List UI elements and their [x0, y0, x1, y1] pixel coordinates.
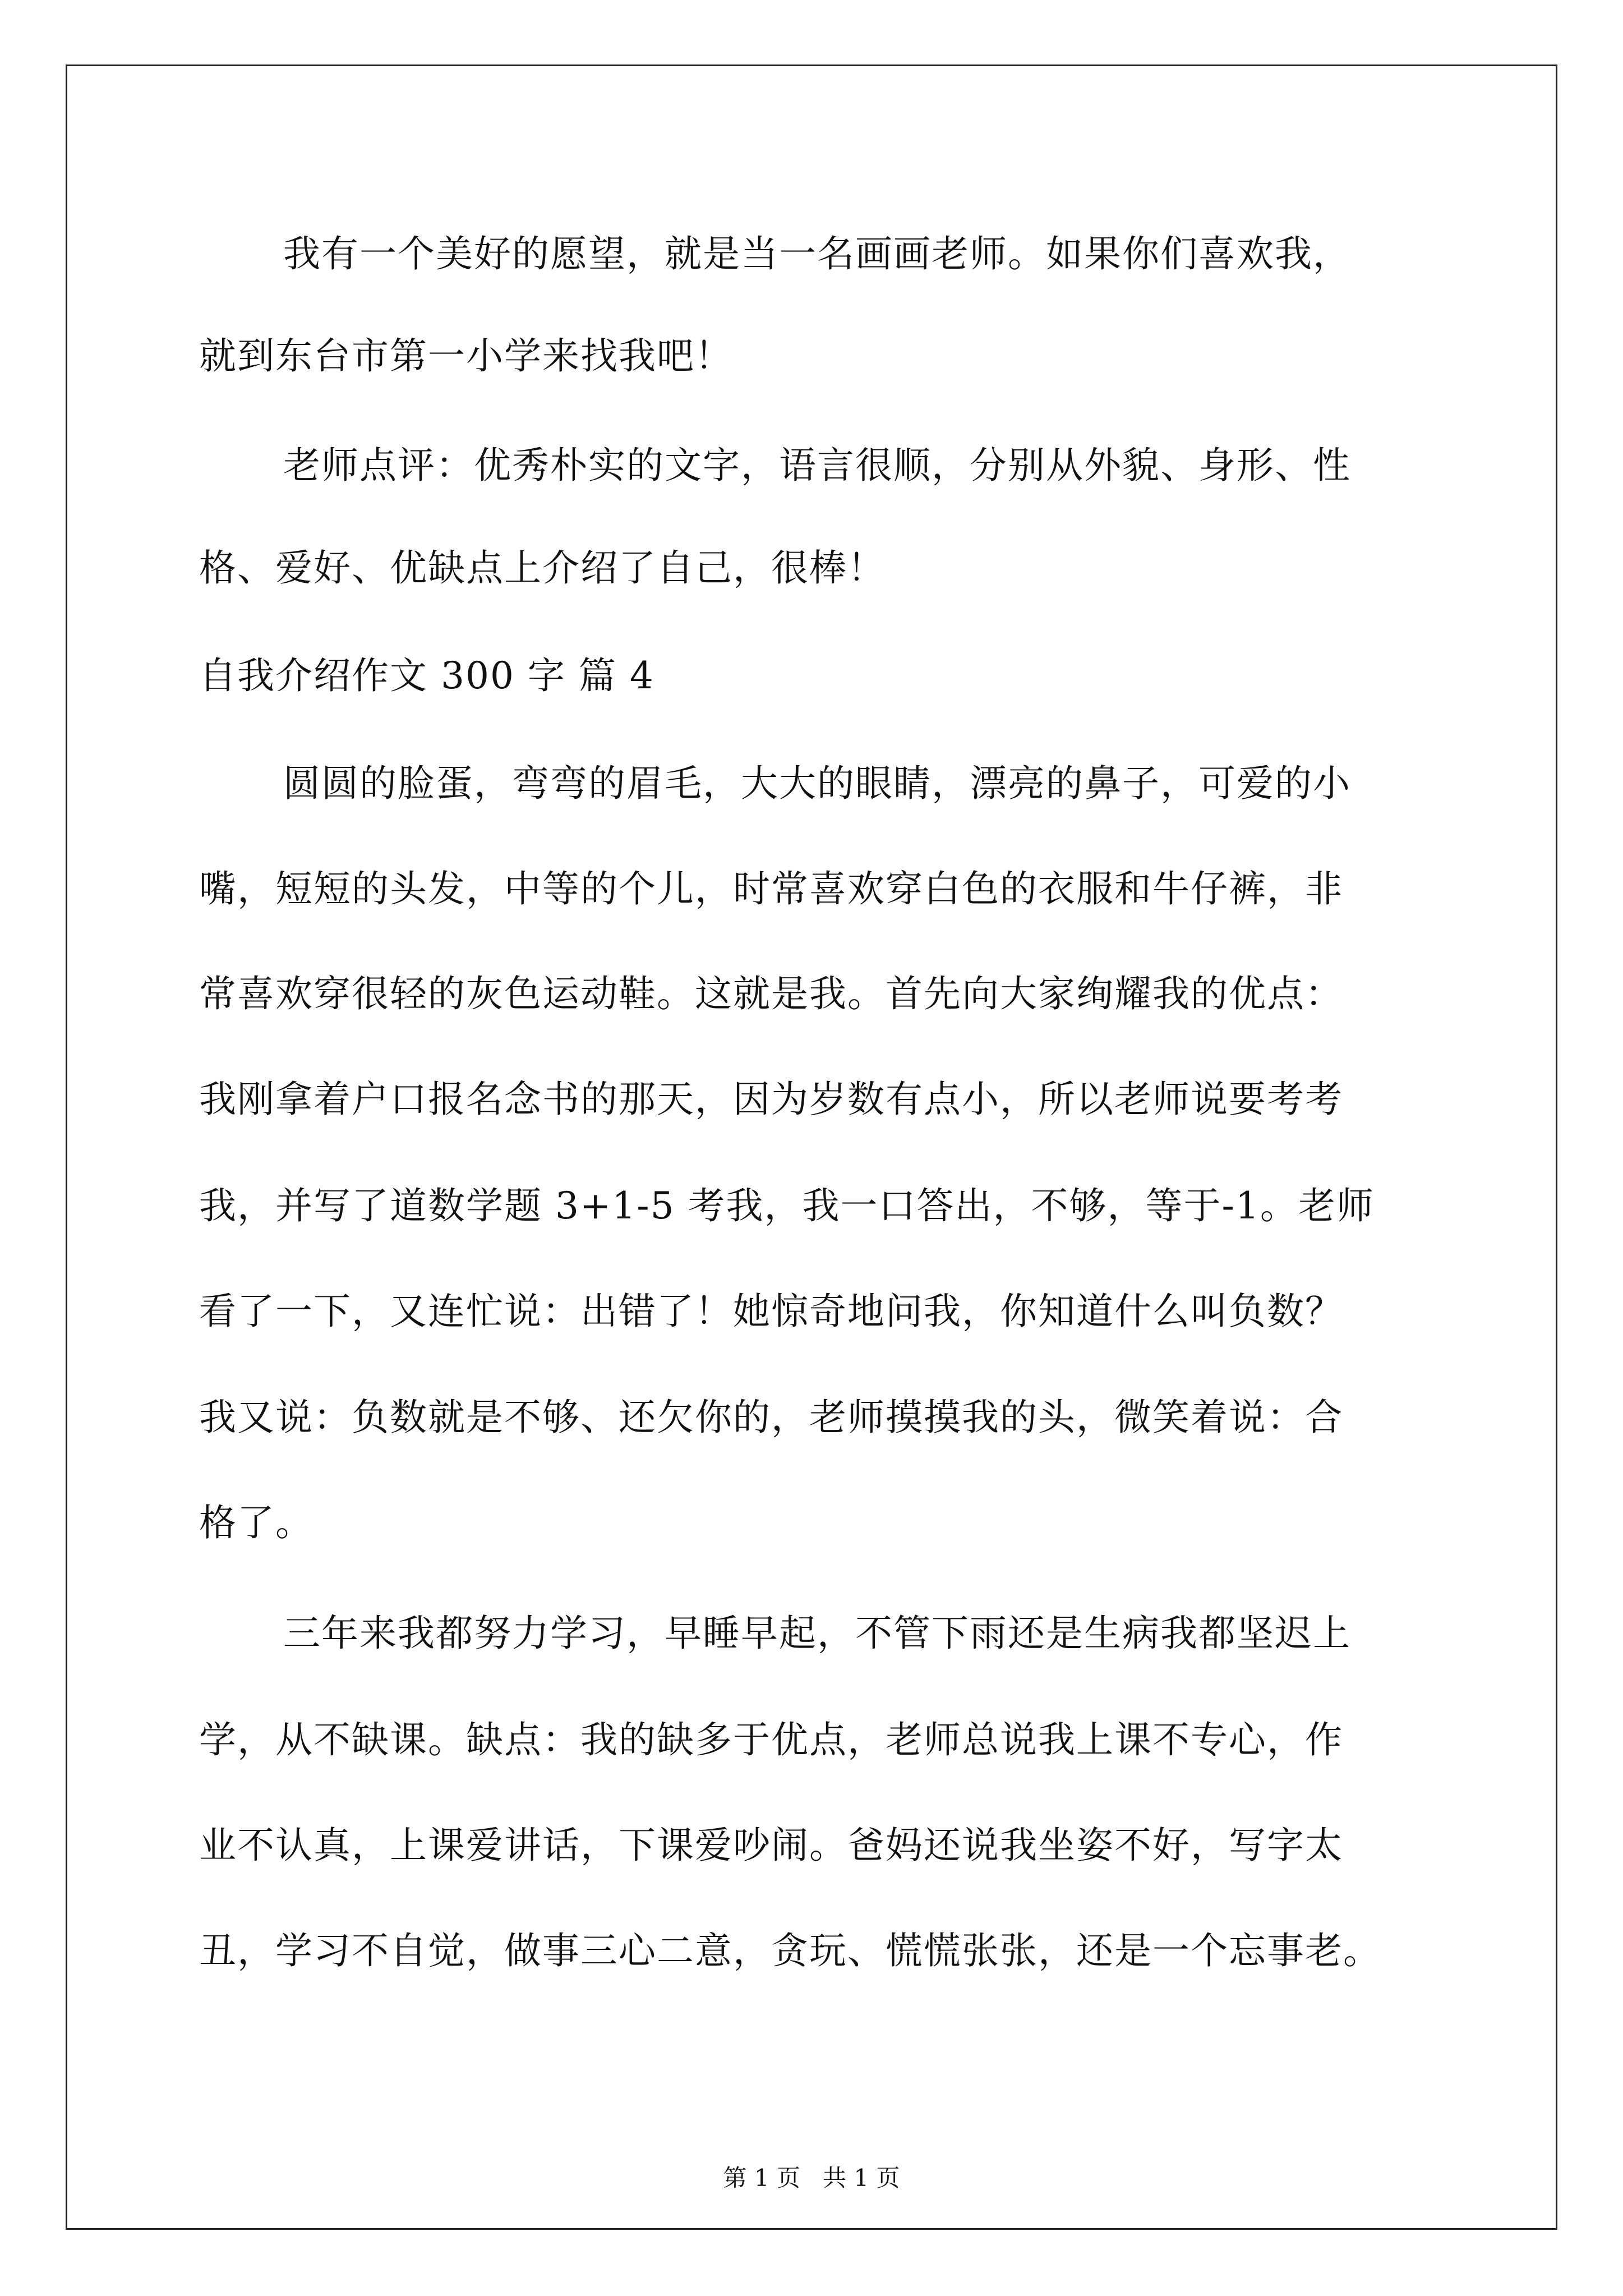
paragraph-line: 看了一下，又连忙说：出错了！她惊奇地问我，你知道什么叫负数？	[199, 1290, 1343, 1333]
paragraph-line: 嘴，短短的头发，中等的个儿，时常喜欢穿白色的衣服和牛仔裤，非	[199, 867, 1343, 910]
paragraph-line: 格、爱好、优缺点上介绍了自己，很棒！	[199, 546, 886, 590]
paragraph-line: 格了。	[199, 1501, 313, 1544]
paragraph-line: 业不认真，上课爱讲话，下课爱吵闹。爸妈还说我坐姿不好，写字太	[199, 1824, 1343, 1867]
paragraph-line: 学，从不缺课。缺点：我的缺多于优点，老师总说我上课不专心，作	[199, 1718, 1343, 1761]
page-border	[66, 65, 1557, 2230]
paragraph-line: 丑，学习不自觉，做事三心二意，贪玩、慌慌张张，还是一个忘事老。	[199, 1929, 1381, 1972]
paragraph-line: 三年来我都努力学习，早睡早起，不管下雨还是生病我都坚迟上	[283, 1612, 1351, 1655]
paragraph-line: 我，并写了道数学题 3+1-5 考我，我一口答出，不够，等于-1。老师	[199, 1184, 1375, 1227]
paragraph-line: 我刚拿着户口报名念书的那天，因为岁数有点小，所以老师说要考考	[199, 1078, 1343, 1121]
paragraph-line: 常喜欢穿很轻的灰色运动鞋。这就是我。首先向大家绚耀我的优点：	[199, 972, 1343, 1015]
paragraph-line: 我又说：负数就是不够、还欠你的，老师摸摸我的头，微笑着说：合	[199, 1396, 1343, 1439]
paragraph-line: 老师点评：优秀朴实的文字，语言很顺，分别从外貌、身形、性	[283, 444, 1351, 487]
paragraph-line: 我有一个美好的愿望，就是当一名画画老师。如果你们喜欢我，	[283, 232, 1351, 275]
paragraph-line: 就到东台市第一小学来找我吧！	[199, 334, 733, 378]
paragraph-line: 圆圆的脸蛋，弯弯的眉毛，大大的眼睛，漂亮的鼻子，可爱的小	[283, 762, 1351, 805]
section-heading: 自我介绍作文 300 字 篇 4	[199, 654, 654, 697]
page-footer: 第 1 页 共 1 页	[723, 2164, 900, 2192]
